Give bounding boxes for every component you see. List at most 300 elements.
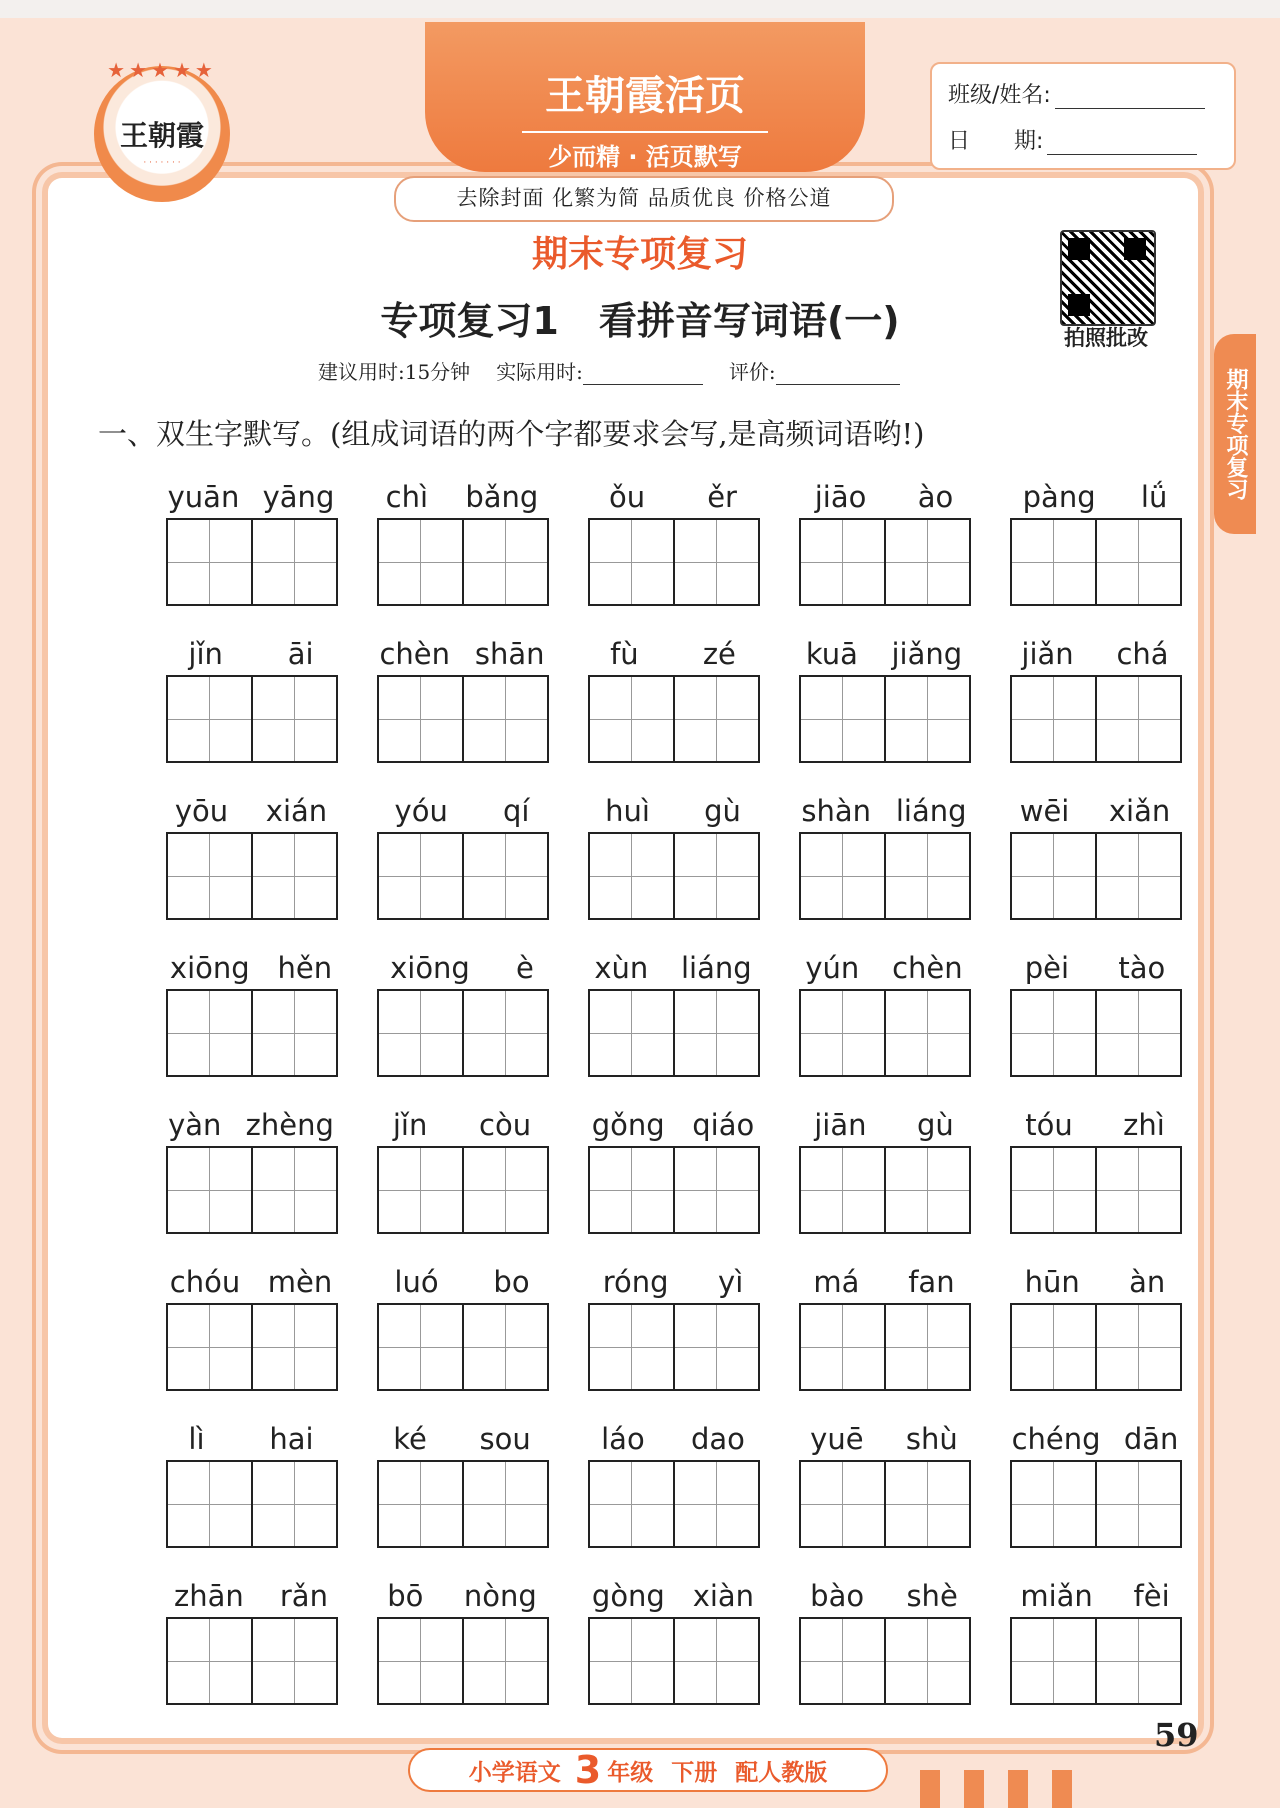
word-item	[377, 1569, 549, 1719]
pinyin-syllable: láo	[601, 1422, 645, 1456]
pinyin-syllable: pàng	[1022, 480, 1096, 514]
pinyin-label	[1000, 784, 1190, 828]
tianzige-cell[interactable]	[1095, 520, 1180, 604]
pinyin-syllable: qí	[502, 794, 530, 828]
pinyin-syllable: hūn	[1024, 1265, 1080, 1299]
pinyin-label	[367, 1098, 557, 1142]
word-item	[588, 470, 760, 620]
footer-term: 下册	[671, 1759, 718, 1786]
tianzige-cell[interactable]	[884, 520, 969, 604]
tianzige-cell[interactable]	[1095, 677, 1180, 761]
tianzige-cell[interactable]	[251, 1305, 336, 1389]
pinyin-syllable: yuē	[810, 1422, 864, 1456]
word-item	[1010, 941, 1182, 1091]
rating-label: 评价:	[728, 360, 776, 384]
tianzige-cell[interactable]	[673, 1305, 758, 1389]
timing-row	[318, 356, 926, 385]
tianzige-cell[interactable]	[801, 520, 884, 604]
writing-boxes	[377, 518, 549, 606]
writing-boxes	[377, 832, 549, 920]
tianzige-cell[interactable]	[590, 1148, 673, 1232]
tianzige-cell[interactable]	[1012, 1305, 1095, 1389]
pinyin-syllable: xiōng	[169, 951, 250, 985]
side-tab: 期末专项复习	[1214, 334, 1256, 534]
pinyin-syllable: jiān	[814, 1108, 867, 1142]
word-item	[1010, 1569, 1182, 1719]
pinyin-syllable: ké	[393, 1422, 427, 1456]
tianzige-cell[interactable]	[1012, 1148, 1095, 1232]
pinyin-syllable: zhì	[1123, 1108, 1165, 1142]
tianzige-cell[interactable]	[1012, 991, 1095, 1075]
tianzige-cell[interactable]	[251, 1148, 336, 1232]
tianzige-cell[interactable]	[801, 1305, 884, 1389]
word-item	[377, 784, 549, 934]
writing-boxes	[166, 832, 338, 920]
tianzige-cell[interactable]	[884, 677, 969, 761]
footer-grade-unit: 年级	[607, 1759, 654, 1786]
tianzige-cell[interactable]	[462, 991, 547, 1075]
word-item	[166, 1255, 338, 1405]
writing-boxes	[166, 518, 338, 606]
tianzige-cell[interactable]	[168, 520, 251, 604]
pinyin-label	[578, 941, 768, 985]
tianzige-cell[interactable]	[590, 991, 673, 1075]
pinyin-syllable: hai	[269, 1422, 314, 1456]
pinyin-syllable: ěr	[707, 480, 737, 514]
writing-boxes	[377, 1617, 549, 1705]
tianzige-cell[interactable]	[379, 1305, 462, 1389]
tianzige-cell[interactable]	[673, 1148, 758, 1232]
instruction-text: 一、双生字默写。(组成词语的两个字都要求会写,是高频词语哟!)	[98, 417, 925, 451]
writing-boxes	[166, 989, 338, 1077]
tianzige-cell[interactable]	[379, 1462, 462, 1546]
word-item	[1010, 470, 1182, 620]
pinyin-syllable: shān	[474, 637, 545, 671]
pinyin-syllable: xián	[265, 794, 328, 828]
word-item	[588, 627, 760, 777]
word-item	[588, 1255, 760, 1405]
word-item	[166, 470, 338, 620]
writing-boxes	[588, 1617, 760, 1705]
pinyin-syllable: xùn	[594, 951, 649, 985]
header-banner	[425, 22, 865, 172]
banner-title: 王朝霞活页	[545, 72, 745, 119]
pinyin-syllable: yóu	[394, 794, 448, 828]
tianzige-cell[interactable]	[673, 520, 758, 604]
pinyin-label	[1000, 1098, 1190, 1142]
pinyin-syllable: fan	[908, 1265, 955, 1299]
pinyin-syllable: shù	[905, 1422, 958, 1456]
pinyin-syllable: luó	[394, 1265, 439, 1299]
tianzige-cell[interactable]	[1095, 1148, 1180, 1232]
pinyin-label	[1000, 470, 1190, 514]
pinyin-syllable: tóu	[1025, 1108, 1073, 1142]
pinyin-syllable: miǎn	[1020, 1579, 1093, 1613]
pinyin-syllable: zhān	[174, 1579, 244, 1613]
tianzige-cell[interactable]	[590, 1305, 673, 1389]
pinyin-label	[156, 784, 346, 828]
tianzige-cell[interactable]	[251, 520, 336, 604]
word-item	[166, 1412, 338, 1562]
class-name-row	[948, 78, 1205, 109]
tianzige-cell[interactable]	[884, 1305, 969, 1389]
pinyin-syllable: àn	[1129, 1265, 1166, 1299]
tianzige-cell[interactable]	[168, 1148, 251, 1232]
tianzige-cell[interactable]	[251, 1619, 336, 1703]
tianzige-cell[interactable]	[884, 1148, 969, 1232]
tianzige-cell[interactable]	[590, 677, 673, 761]
word-item	[799, 784, 971, 934]
writing-boxes	[377, 1146, 549, 1234]
tianzige-cell[interactable]	[462, 520, 547, 604]
tianzige-cell[interactable]	[590, 1619, 673, 1703]
writing-boxes	[377, 675, 549, 763]
pinyin-syllable: zé	[702, 637, 736, 671]
writing-boxes	[799, 518, 971, 606]
brand-logo	[94, 58, 230, 202]
tianzige-cell[interactable]	[379, 520, 462, 604]
pinyin-label	[789, 470, 979, 514]
pinyin-label	[367, 470, 557, 514]
tianzige-cell[interactable]	[379, 1148, 462, 1232]
tianzige-cell[interactable]	[590, 1462, 673, 1546]
pinyin-syllable: shè	[906, 1579, 958, 1613]
pinyin-syllable: chì	[385, 480, 429, 514]
pinyin-syllable: fèi	[1133, 1579, 1170, 1613]
pinyin-syllable: chéng	[1011, 1422, 1101, 1456]
pinyin-label	[789, 941, 979, 985]
pinyin-label	[367, 941, 557, 985]
pinyin-label	[578, 627, 768, 671]
pinyin-label	[156, 1412, 346, 1456]
pinyin-label	[1000, 1412, 1190, 1456]
tianzige-cell[interactable]	[1012, 834, 1095, 918]
pinyin-syllable: yì	[718, 1265, 744, 1299]
writing-boxes	[1010, 832, 1182, 920]
writing-boxes	[166, 1460, 338, 1548]
pinyin-syllable: yuān	[167, 480, 240, 514]
writing-boxes	[166, 1303, 338, 1391]
suggested-time: 建议用时:15分钟	[318, 360, 471, 384]
tianzige-cell[interactable]	[462, 1305, 547, 1389]
word-item	[799, 1098, 971, 1248]
tianzige-cell[interactable]	[1095, 991, 1180, 1075]
tianzige-cell[interactable]	[462, 677, 547, 761]
pinyin-label	[1000, 627, 1190, 671]
tianzige-cell[interactable]	[673, 834, 758, 918]
word-item	[377, 1098, 549, 1248]
pinyin-label	[156, 1255, 346, 1299]
pinyin-syllable: jiāo	[814, 480, 867, 514]
word-item	[799, 1255, 971, 1405]
word-item	[1010, 784, 1182, 934]
word-item	[166, 1569, 338, 1719]
pinyin-syllable: chèn	[892, 951, 963, 985]
logo-motto-icon: · · · · · · ·	[143, 158, 181, 168]
tianzige-cell[interactable]	[379, 834, 462, 918]
pinyin-syllable: ào	[917, 480, 954, 514]
pinyin-syllable: pèi	[1024, 951, 1069, 985]
writing-boxes	[166, 675, 338, 763]
writing-boxes	[799, 1617, 971, 1705]
tianzige-cell[interactable]	[1012, 1619, 1095, 1703]
date-label: 日 期:	[948, 129, 1044, 154]
pinyin-syllable: gù	[704, 794, 741, 828]
tianzige-cell[interactable]	[251, 1462, 336, 1546]
pinyin-syllable: zhèng	[245, 1108, 334, 1142]
pinyin-label	[156, 627, 346, 671]
rating-field[interactable]	[776, 364, 900, 385]
word-item	[377, 1412, 549, 1562]
tianzige-cell[interactable]	[801, 1619, 884, 1703]
writing-boxes	[1010, 1146, 1182, 1234]
tianzige-cell[interactable]	[1095, 834, 1180, 918]
tianzige-cell[interactable]	[801, 1462, 884, 1546]
footer-grade: 3	[574, 1748, 602, 1792]
tianzige-cell[interactable]	[801, 1148, 884, 1232]
tianzige-cell[interactable]	[590, 834, 673, 918]
pinyin-syllable: bǎng	[465, 480, 539, 514]
word-item	[799, 941, 971, 1091]
word-item	[166, 1098, 338, 1248]
word-item	[377, 627, 549, 777]
tianzige-cell[interactable]	[801, 991, 884, 1075]
pinyin-syllable: è	[516, 951, 534, 985]
pinyin-label	[1000, 1569, 1190, 1613]
writing-boxes	[1010, 989, 1182, 1077]
pinyin-syllable: rǎn	[279, 1579, 328, 1613]
writing-boxes	[799, 1460, 971, 1548]
pinyin-label	[367, 784, 557, 828]
pinyin-syllable: ǒu	[609, 480, 646, 514]
writing-boxes	[799, 989, 971, 1077]
page-title	[0, 290, 1280, 345]
tianzige-cell[interactable]	[462, 1619, 547, 1703]
tianzige-cell[interactable]	[1095, 1462, 1180, 1546]
word-item	[799, 470, 971, 620]
tianzige-cell[interactable]	[1012, 520, 1095, 604]
tianzige-cell[interactable]	[673, 1619, 758, 1703]
title-part2: 看拼音写词语(一)	[598, 299, 900, 343]
writing-boxes	[588, 1146, 760, 1234]
class-name-field[interactable]	[1055, 86, 1205, 109]
word-item	[377, 941, 549, 1091]
tianzige-cell[interactable]	[673, 1462, 758, 1546]
tianzige-cell[interactable]	[168, 1462, 251, 1546]
pinyin-label	[789, 1255, 979, 1299]
banner-subtitle: 少而精 · 活页默写	[522, 131, 768, 176]
tianzige-cell[interactable]	[1012, 1462, 1095, 1546]
tianzige-cell[interactable]	[884, 991, 969, 1075]
pinyin-syllable: chá	[1116, 637, 1169, 671]
pinyin-syllable: tào	[1118, 951, 1166, 985]
pinyin-syllable: qiáo	[692, 1108, 755, 1142]
writing-boxes	[588, 832, 760, 920]
pinyin-syllable: dān	[1123, 1422, 1179, 1456]
scan-edge	[0, 0, 1280, 18]
logo-text: 王朝霞	[119, 119, 204, 152]
writing-boxes	[799, 832, 971, 920]
pinyin-syllable: kuā	[805, 637, 858, 671]
writing-boxes	[799, 675, 971, 763]
word-item	[166, 784, 338, 934]
pinyin-label	[578, 1255, 768, 1299]
word-item	[377, 470, 549, 620]
tianzige-cell[interactable]	[379, 991, 462, 1075]
footer-badge	[408, 1748, 888, 1792]
pinyin-syllable: liáng	[895, 794, 967, 828]
pinyin-syllable: gù	[916, 1108, 954, 1142]
word-item	[799, 627, 971, 777]
tianzige-cell[interactable]	[884, 834, 969, 918]
footer-edition: 配人教版	[735, 1759, 828, 1786]
qr-label: 拍照批改	[1064, 326, 1148, 350]
date-field[interactable]	[1047, 132, 1197, 155]
word-item	[588, 1569, 760, 1719]
tianzige-cell[interactable]	[801, 834, 884, 918]
pinyin-syllable: liáng	[680, 951, 752, 985]
pinyin-label	[156, 1098, 346, 1142]
pinyin-label	[1000, 941, 1190, 985]
page-number: 59	[1154, 1716, 1199, 1754]
pinyin-label	[367, 1412, 557, 1456]
pinyin-label	[367, 1255, 557, 1299]
writing-boxes	[588, 1460, 760, 1548]
pinyin-syllable: gòng	[591, 1579, 665, 1613]
tianzige-cell[interactable]	[168, 991, 251, 1075]
pinyin-syllable: xiōng	[390, 951, 470, 985]
pinyin-syllable: huì	[605, 794, 650, 828]
tianzige-cell[interactable]	[168, 677, 251, 761]
word-item	[588, 1098, 760, 1248]
writing-boxes	[166, 1146, 338, 1234]
class-name-label: 班级/姓名:	[948, 83, 1051, 108]
pinyin-syllable: xiǎn	[1108, 794, 1171, 828]
pinyin-syllable: còu	[479, 1108, 532, 1142]
pinyin-syllable: āi	[287, 637, 314, 671]
pinyin-syllable: lǘ	[1140, 480, 1168, 514]
tianzige-cell[interactable]	[1095, 1305, 1180, 1389]
writing-boxes	[588, 1303, 760, 1391]
word-item	[588, 1412, 760, 1562]
writing-boxes	[799, 1303, 971, 1391]
pinyin-label	[367, 627, 557, 671]
tianzige-cell[interactable]	[379, 1619, 462, 1703]
word-item	[166, 627, 338, 777]
tianzige-cell[interactable]	[379, 677, 462, 761]
pinyin-syllable: yún	[805, 951, 860, 985]
tianzige-cell[interactable]	[590, 520, 673, 604]
logo-stars-icon: ★★★★★	[107, 58, 217, 82]
writing-boxes	[377, 989, 549, 1077]
word-item	[1010, 1412, 1182, 1562]
word-item	[1010, 1255, 1182, 1405]
tianzige-cell[interactable]	[884, 1619, 969, 1703]
word-item	[588, 941, 760, 1091]
tianzige-cell[interactable]	[168, 834, 251, 918]
tianzige-cell[interactable]	[884, 1462, 969, 1546]
slogan-bar: 去除封面 化繁为简 品质优良 价格公道	[394, 176, 894, 222]
tianzige-cell[interactable]	[462, 834, 547, 918]
pinyin-syllable: hěn	[277, 951, 333, 985]
pinyin-syllable: yāng	[262, 480, 335, 514]
pinyin-syllable: yōu	[174, 794, 229, 828]
pinyin-syllable: shàn	[801, 794, 872, 828]
pinyin-syllable: mèn	[267, 1265, 333, 1299]
pinyin-syllable: bo	[493, 1265, 530, 1299]
pinyin-label	[789, 627, 979, 671]
tianzige-cell[interactable]	[251, 677, 336, 761]
section-title: 期末专项复习	[531, 234, 748, 275]
pinyin-syllable: gǒng	[591, 1108, 665, 1142]
title-part1: 专项复习1	[380, 299, 559, 343]
word-item	[1010, 1098, 1182, 1248]
pinyin-label	[578, 1098, 768, 1142]
pinyin-syllable: wēi	[1019, 794, 1070, 828]
tianzige-cell[interactable]	[462, 1462, 547, 1546]
pinyin-syllable: lì	[188, 1422, 205, 1456]
pinyin-label	[156, 1569, 346, 1613]
tianzige-cell[interactable]	[801, 677, 884, 761]
writing-boxes	[588, 675, 760, 763]
actual-time-field[interactable]	[583, 364, 703, 385]
tianzige-cell[interactable]	[1012, 677, 1095, 761]
tianzige-cell[interactable]	[251, 834, 336, 918]
tianzige-cell[interactable]	[168, 1619, 251, 1703]
pinyin-label	[578, 470, 768, 514]
pinyin-syllable: yàn	[168, 1108, 222, 1142]
pinyin-syllable: bō	[387, 1579, 424, 1613]
writing-boxes	[377, 1460, 549, 1548]
pinyin-label	[789, 1098, 979, 1142]
pinyin-syllable: jǐn	[188, 637, 223, 671]
footer-subject: 小学语文	[468, 1759, 561, 1786]
pinyin-label	[578, 1412, 768, 1456]
pinyin-label	[578, 784, 768, 828]
pinyin-syllable: dao	[690, 1422, 745, 1456]
writing-boxes	[1010, 1460, 1182, 1548]
tianzige-cell[interactable]	[673, 991, 758, 1075]
pinyin-label	[367, 1569, 557, 1613]
pinyin-label	[156, 470, 346, 514]
date-row	[948, 124, 1197, 155]
writing-boxes	[1010, 1303, 1182, 1391]
writing-boxes	[1010, 518, 1182, 606]
tianzige-cell[interactable]	[673, 677, 758, 761]
word-item	[799, 1412, 971, 1562]
tianzige-cell[interactable]	[462, 1148, 547, 1232]
writing-boxes	[377, 1303, 549, 1391]
word-item	[588, 784, 760, 934]
pinyin-label	[1000, 1255, 1190, 1299]
word-item	[166, 941, 338, 1091]
pinyin-syllable: jǐn	[392, 1108, 428, 1142]
pinyin-label	[789, 1412, 979, 1456]
pinyin-syllable: jiǎn	[1021, 637, 1074, 671]
tianzige-cell[interactable]	[1095, 1619, 1180, 1703]
pinyin-label	[789, 1569, 979, 1613]
pinyin-syllable: nòng	[463, 1579, 537, 1613]
pinyin-label	[578, 1569, 768, 1613]
actual-time-label: 实际用时:	[496, 360, 583, 384]
tianzige-cell[interactable]	[168, 1305, 251, 1389]
writing-boxes	[588, 989, 760, 1077]
pinyin-syllable: chèn	[379, 637, 450, 671]
pinyin-syllable: bào	[810, 1579, 865, 1613]
word-item	[799, 1569, 971, 1719]
pinyin-label	[789, 784, 979, 828]
tianzige-cell[interactable]	[251, 991, 336, 1075]
